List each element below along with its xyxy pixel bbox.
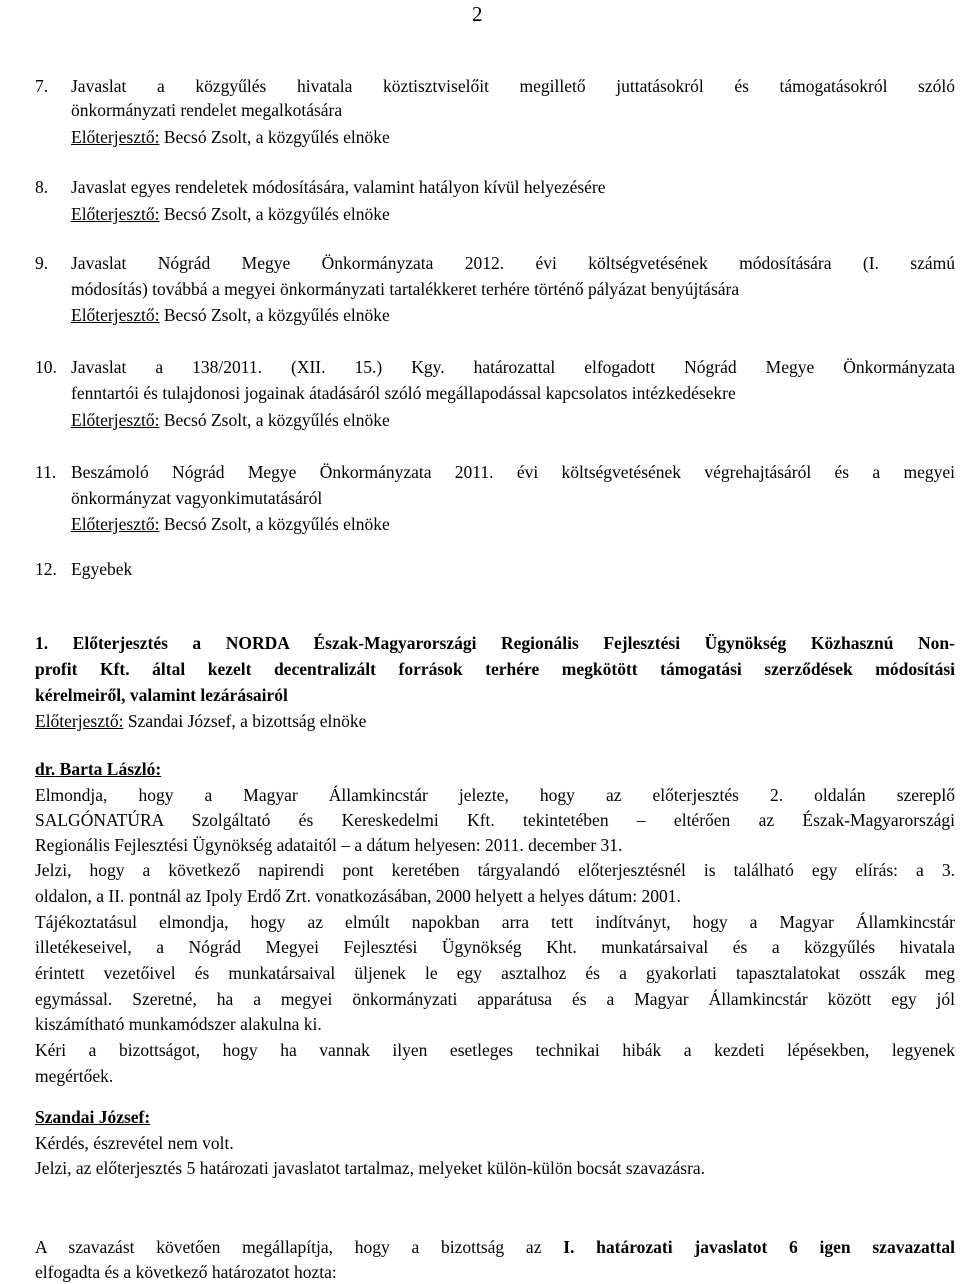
agenda-text-line: önkormányzati rendelet megalkotására bbox=[71, 100, 343, 120]
presenter-label: Előterjesztő: bbox=[71, 305, 160, 325]
agenda-number: 8. bbox=[35, 177, 49, 197]
speech-line: Jelzi, az előterjesztés 5 határozati javaslatot tartalmaz, melyeket külön-külön bocsát szavazásra. bbox=[35, 1158, 706, 1178]
speech-line: Tájékoztatásul elmondja, hogy az elmúlt napokban arra tett indítványt, hogy a Magyar Államkincstár bbox=[35, 912, 955, 932]
speaker-name: Barta László: bbox=[59, 759, 162, 779]
speaker-name: Szandai József: bbox=[35, 1107, 151, 1127]
speech-line: Kéri a bizottságot, hogy ha vannak ilyen esetleges technikai hibák a kezdeti lépésekben, legyenek bbox=[35, 1040, 955, 1060]
agenda-text-line: Javaslat a 138/2011. (XII. 15.) Kgy. határozattal elfogadott Nógrád Megye Önkormányzata bbox=[71, 357, 955, 377]
section-title-line: kérelmeiről, valamint lezárásairól bbox=[35, 685, 288, 705]
speech-line: Regionális Fejlesztési Ügynökség adataitól – a dátum helyesen: 2011. december 31. bbox=[35, 835, 623, 855]
agenda-number: 11. bbox=[35, 462, 57, 482]
presenter-line bbox=[71, 202, 390, 226]
section-title-line: 1. Előterjesztés a NORDA Észak-Magyarországi Regionális Fejlesztési Ügynökség Közhasznú Non- bbox=[35, 633, 955, 653]
presenter-label: Előterjesztő: bbox=[71, 204, 160, 224]
agenda-text-line: Javaslat a közgyűlés hivatala köztisztviselőit megillető juttatásokról és támogatásokról szóló bbox=[71, 76, 955, 96]
speech-line: SALGÓNATÚRA Szolgáltató és Kereskedelmi Kft. tekintetében – eltérően az Észak-Magyarországi bbox=[35, 810, 955, 830]
speaker-title: dr. bbox=[35, 759, 56, 779]
presenter-name: Becsó Zsolt, a közgyűlés elnöke bbox=[159, 127, 390, 147]
section-title-line: profit Kft. által kezelt decentralizált források terhére megkötött támogatási szerződések módosítási bbox=[35, 659, 955, 679]
presenter-name: Szandai József, a bizottság elnöke bbox=[123, 711, 367, 731]
presenter-line bbox=[71, 408, 390, 432]
presenter-label: Előterjesztő: bbox=[71, 127, 160, 147]
closing-text: A szavazást követően megállapítja, hogy a bizottság az bbox=[35, 1237, 564, 1257]
agenda-number: 10. bbox=[35, 357, 57, 377]
agenda-text-line: Egyebek bbox=[71, 559, 133, 579]
speech-line: érintett vezetőivel és munkatársaival üljenek le egy asztalhoz és a gyakorlati tapasztalatokat osszák meg bbox=[35, 963, 955, 983]
agenda-text-line: Javaslat Nógrád Megye Önkormányzata 2012. évi költségvetésének módosítására (I. számú bbox=[71, 253, 955, 273]
presenter-label: Előterjesztő: bbox=[71, 514, 160, 534]
agenda-text-line: fenntartói és tulajdonosi jogainak átadásáról szóló megállapodással kapcsolatos intézkedésekre bbox=[71, 383, 736, 403]
speech-line: Jelzi, hogy a következő napirendi pont keretében tárgyalandó előterjesztésnél is található egy elírás: a 3. bbox=[35, 860, 955, 880]
agenda-text-line: önkormányzat vagyonkimutatásáról bbox=[71, 488, 323, 508]
agenda-text-line: Beszámoló Nógrád Megye Önkormányzata 2011. évi költségvetésének végrehajtásáról és a megyei bbox=[71, 462, 955, 482]
presenter-label: Előterjesztő: bbox=[71, 410, 160, 430]
closing-bold-text: I. határozati javaslatot 6 igen szavazattal bbox=[563, 1237, 955, 1257]
agenda-number: 9. bbox=[35, 253, 49, 273]
speech-line: kiszámítható munkamódszer alakulna ki. bbox=[35, 1014, 322, 1034]
speech-line: illetékeseivel, a Nógrád Megyei Fejlesztési Ügynökség Kht. munkatársaival és a közgyűlés hivatala bbox=[35, 937, 955, 957]
agenda-text-line: módosítás) továbbá a megyei önkormányzati tartalékkeret terhére történő pályázat benyújtására bbox=[71, 279, 740, 299]
page-number: 2 bbox=[472, 2, 483, 26]
presenter-name: Becsó Zsolt, a közgyűlés elnöke bbox=[159, 514, 390, 534]
presenter-name: Becsó Zsolt, a közgyűlés elnöke bbox=[159, 204, 390, 224]
presenter-name: Becsó Zsolt, a közgyűlés elnöke bbox=[159, 410, 390, 430]
agenda-number: 12. bbox=[35, 559, 57, 579]
speech-line: Kérdés, észrevétel nem volt. bbox=[35, 1133, 234, 1153]
presenter-name: Becsó Zsolt, a közgyűlés elnöke bbox=[159, 305, 390, 325]
speech-line: egymással. Szeretné, ha a megyei önkormányzati apparátusa és a Magyar Államkincstár között egy jól bbox=[35, 989, 955, 1009]
presenter-label: Előterjesztő: bbox=[35, 711, 124, 731]
speech-line: Elmondja, hogy a Magyar Államkincstár jelezte, hogy az előterjesztés 2. oldalán szereplő bbox=[35, 785, 955, 805]
presenter-line bbox=[71, 303, 390, 327]
speech-line: megértőek. bbox=[35, 1066, 114, 1086]
closing-line: elfogadta és a következő határozatot hozta: bbox=[35, 1262, 337, 1282]
speech-line: oldalon, a II. pontnál az Ipoly Erdő Zrt. vonatkozásában, 2000 helyett a helyes dátum: 2001. bbox=[35, 886, 681, 906]
agenda-text-line: Javaslat egyes rendeletek módosítására, valamint hatályon kívül helyezésére bbox=[71, 177, 606, 197]
agenda-number: 7. bbox=[35, 76, 49, 96]
presenter-line bbox=[71, 512, 390, 536]
presenter-line bbox=[71, 125, 390, 149]
